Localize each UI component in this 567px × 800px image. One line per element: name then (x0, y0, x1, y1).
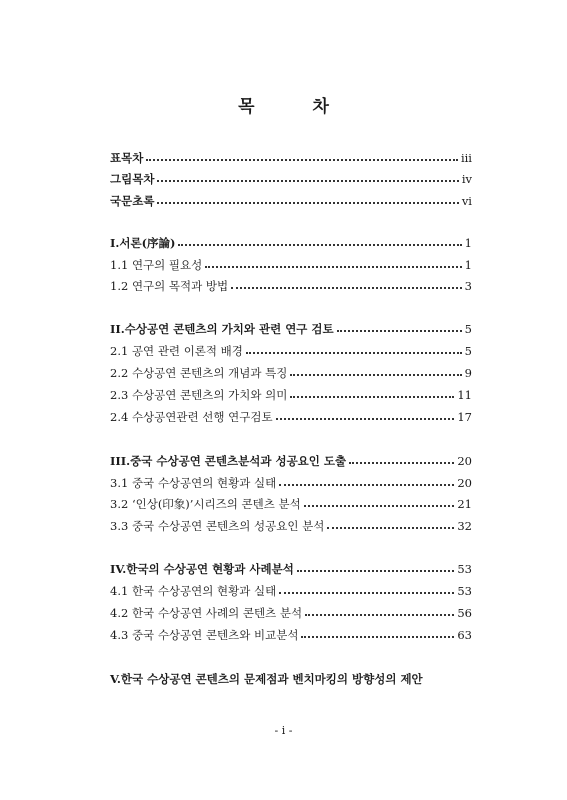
toc-entry-label: II.수상공연 콘텐츠의 가치와 관련 연구 검토 (110, 322, 334, 336)
toc-entry (110, 316, 472, 336)
toc-entry-label: 2.4 수상공연관련 선행 연구검토 (110, 410, 273, 424)
dot-leader (146, 159, 458, 161)
toc-entry (110, 470, 472, 490)
toc-entry (110, 622, 472, 642)
dot-leader (279, 592, 454, 594)
toc-entry-page: 21 (457, 497, 472, 511)
toc-entry-page: vi (461, 194, 472, 208)
toc-entry-label: 표목차 (110, 151, 144, 165)
dot-leader (290, 374, 461, 376)
toc-entry (110, 491, 472, 511)
toc-entry-label: IV.한국의 수상공연 현황과 사례분석 (110, 562, 294, 576)
toc-entry (110, 556, 472, 576)
toc-entry-page: iv (461, 172, 472, 186)
dot-leader (305, 614, 454, 616)
toc-entry-page: 20 (457, 476, 472, 490)
toc-entry (110, 600, 472, 620)
toc-entry (110, 382, 472, 402)
toc-entry-page: 1 (464, 236, 472, 250)
dot-leader (246, 352, 462, 354)
toc-entry (110, 360, 472, 380)
toc-entry-label: 3.1 중국 수상공연의 현황과 실태 (110, 476, 277, 490)
toc-entry-label: 3.2 ‘인상(印象)’시리즈의 콘텐츠 분석 (110, 497, 301, 511)
toc-entry (110, 252, 472, 272)
toc-entry-page: 56 (457, 606, 472, 620)
dot-leader (327, 527, 454, 529)
dot-leader (349, 462, 454, 464)
toc-entry-label: 그림목차 (110, 172, 155, 186)
toc-entry-page: 1 (464, 258, 472, 272)
dot-leader (301, 636, 454, 638)
toc-entry (110, 578, 472, 598)
dot-leader (157, 180, 458, 182)
toc-entry-page: 11 (457, 388, 472, 402)
toc-entry (110, 338, 472, 358)
toc-entry-label: 4.3 중국 수상공연 콘텐츠와 비교분석 (110, 628, 299, 642)
toc-entry-label: 4.2 한국 수상공연 사례의 콘텐츠 분석 (110, 606, 303, 620)
toc-entry (110, 513, 472, 533)
toc-entry-page: 5 (464, 322, 472, 336)
dot-leader (304, 505, 455, 507)
dot-leader (290, 396, 454, 398)
toc-entry-page: 32 (457, 519, 472, 533)
toc-entry-page: 53 (457, 562, 472, 576)
page-number: - i - (274, 724, 293, 737)
dot-leader (297, 570, 455, 572)
toc-entry-page: 5 (464, 344, 472, 358)
toc-entry-page: 63 (457, 628, 472, 642)
toc-entry-page: 3 (464, 279, 472, 293)
dot-leader (157, 202, 458, 204)
toc-entry-page: 53 (457, 584, 472, 598)
dot-leader (178, 244, 461, 246)
toc-entry-label: 3.3 중국 수상공연 콘텐츠의 성공요인 분석 (110, 519, 325, 533)
toc-entry-label: 2.2 수상공연 콘텐츠의 개념과 특징 (110, 366, 288, 380)
toc-entry-label: 4.1 한국 수상공연의 현황과 실태 (110, 584, 277, 598)
toc-entry-label: 2.1 공연 관련 이론적 배경 (110, 344, 243, 358)
dot-leader (231, 287, 462, 289)
toc-entry-page: 17 (457, 410, 472, 424)
toc-entry (110, 404, 472, 424)
toc-entry-label: 2.3 수상공연 콘텐츠의 가치와 의미 (110, 388, 288, 402)
toc-entry (110, 230, 472, 250)
toc-entry-page: 20 (457, 454, 472, 468)
toc-entry (110, 448, 472, 468)
dot-leader (279, 484, 454, 486)
dot-leader (205, 266, 461, 268)
dot-leader (337, 330, 462, 332)
toc-entry (110, 273, 472, 293)
toc-entry-label: 1.2 연구의 목적과 방법 (110, 279, 229, 293)
toc-entry (110, 166, 472, 186)
toc-entry-label: V.한국 수상공연 콘텐츠의 문제점과 벤치마킹의 방향성의 제안 (110, 672, 423, 686)
toc-entry (110, 145, 472, 165)
toc-entry-label: 국문초록 (110, 194, 155, 208)
page-title: 목 차 (238, 97, 355, 117)
toc-entry-page: iii (460, 151, 472, 165)
toc-entry (110, 666, 472, 686)
toc-entry (110, 188, 472, 208)
toc-entry-label: III.중국 수상공연 콘텐츠분석과 성공요인 도출 (110, 454, 347, 468)
dot-leader (276, 418, 455, 420)
toc-entry-page: 9 (464, 366, 472, 380)
toc-entry-label: I.서론(序論) (110, 236, 176, 250)
toc-entry-label: 1.1 연구의 필요성 (110, 258, 203, 272)
